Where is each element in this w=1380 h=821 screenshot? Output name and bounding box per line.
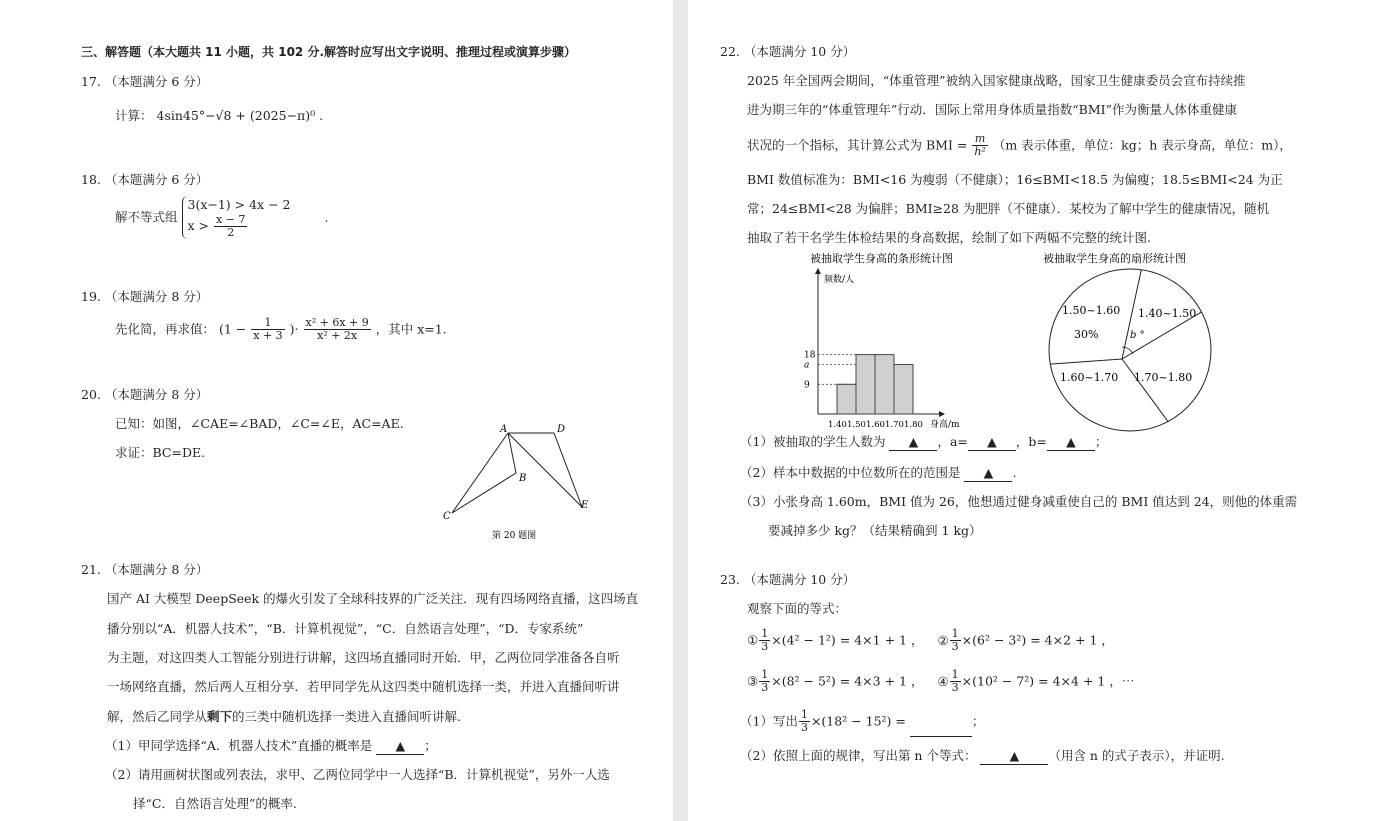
q18-header <box>81 172 208 188</box>
slice-label-1-40: 1.40~1.50 <box>1138 307 1197 320</box>
q21-line-5a: 解，然后乙同学从 <box>107 709 208 724</box>
eq-2-mark: ② <box>937 632 949 648</box>
q22-line-2: 进为期三年的“体重管理年”行动．国际上常用身体质量指数“BMI”作为衡量人体体重健康 <box>747 102 1237 117</box>
eq-3-rest: ×(8² − 5²) = 4×3 + 1 ， <box>771 673 924 689</box>
y-tick-label-1: 9 <box>804 380 810 391</box>
q18-tail: . <box>324 209 329 225</box>
document-page-left <box>0 0 673 821</box>
eq-4-num: 1 <box>951 668 959 681</box>
eq-2-rest: ×(6² − 3²) = 4×2 + 1 ， <box>961 632 1114 648</box>
q21-s1-text: （1）甲同学选择“A．机器人技术”直播的概率是 <box>105 738 373 753</box>
q19-body <box>115 314 447 345</box>
y-tick-label-2: a <box>804 360 810 371</box>
q17-score: （本题满分 6 分） <box>104 74 209 89</box>
point-a-label: A <box>500 424 508 435</box>
q23-s2-tail: （用含 n 的式子表示），并证明. <box>1048 748 1225 763</box>
q22-line-4: BMI 数值标准为：BMI<16 为瘦弱（不健康）；16≤BMI<18.5 为偏瘦；18.5≤BMI<24 为正 <box>747 172 1283 187</box>
q23-sub-2 <box>740 748 1225 765</box>
q23-s1-den: 3 <box>800 721 808 734</box>
q17-header <box>81 74 208 90</box>
q20-score: （本题满分 8 分） <box>104 387 209 402</box>
bar-chart-title: 被抽取学生身高的条形统计图 <box>810 252 953 265</box>
x-tick-label-3: 1.60 <box>866 420 885 430</box>
q23-s1-text: （1）写出 <box>740 713 798 729</box>
q21-number: 21. <box>81 562 101 577</box>
q21-emphasis: 剩下 <box>207 709 233 724</box>
q21-header <box>81 562 208 578</box>
q22-number: 22. <box>720 44 740 59</box>
q23-sub-1 <box>740 706 984 737</box>
bmi-fraction <box>972 133 988 158</box>
y-axis-arrow <box>815 268 821 274</box>
q20-number: 20. <box>81 387 101 402</box>
eq-3-fraction <box>759 669 770 694</box>
q22-s1-b-label: ，b= <box>1015 434 1047 449</box>
q18-score: （本题满分 6 分） <box>104 172 209 187</box>
q21-sub-1 <box>105 738 437 755</box>
q21-line-2: 播分别以“A．机器人技术”，“B．计算机视觉”，“C．自然语言处理”，“D．专家系统” <box>107 621 584 636</box>
q21-line-1: 国产 AI 大模型 DeepSeek 的爆火引发了全球科技界的广泛关注．现有四场网络直播，这四场直 <box>107 591 639 606</box>
q21-line-5b: 的三类中随机选择一类进入直播间听讲解. <box>232 709 462 724</box>
bar-1 <box>837 384 856 414</box>
q19-number: 19. <box>81 289 101 304</box>
q23-s1-tail: ； <box>971 713 985 729</box>
y-axis-label: 频数/人 <box>824 275 855 285</box>
q21-line-5 <box>107 709 461 725</box>
q22-score: （本题满分 10 分） <box>743 44 856 59</box>
q21-s1-tail: ； <box>424 738 437 753</box>
q23-s1-rest: ×(18² − 15²) = <box>810 713 906 729</box>
q22-line-5: 常；24≤BMI<28 为偏胖；BMI≥28 为肥胖（不健康）．某校为了解中学生的健康情况，随机 <box>747 201 1270 216</box>
q22-sub-3: （3）小张身高 1.60m，BMI 值为 26，他想通过健身减重使自己的 BMI 值达到 24，则他的体重需 <box>740 494 1298 509</box>
q22-median-blank: ▲ <box>964 465 1012 482</box>
q19-f1-num: 1 <box>251 317 284 330</box>
page-gap <box>673 0 688 821</box>
q18-number: 18. <box>81 172 101 187</box>
q23-header <box>720 572 855 588</box>
x-tick-label-1: 1.40 <box>828 420 847 430</box>
q23-score: （本题满分 10 分） <box>743 572 856 587</box>
q19-tail: ，其中 x=1. <box>375 321 447 337</box>
q20-header <box>81 387 208 403</box>
bar-chart <box>770 248 990 433</box>
section-title: 三、解答题（本大题共 11 小题，共 102 分.解答时应写出文字说明、推理过程或演算步骤） <box>81 45 577 59</box>
document-page-right <box>688 0 1380 821</box>
eq-2-num: 1 <box>951 627 959 640</box>
point-e-label: E <box>581 500 589 511</box>
slice-label-1-70: 1.70~1.80 <box>1134 371 1193 384</box>
q19-score: （本题满分 8 分） <box>104 289 209 304</box>
x-tick-label-4: 1.70 <box>885 420 904 430</box>
q22-line-3 <box>747 130 1292 161</box>
eq-4-mark: ④ <box>937 673 949 689</box>
q17-number: 17. <box>81 74 101 89</box>
slice-note-b: b ° <box>1130 330 1145 341</box>
eq-2-fraction <box>950 628 961 653</box>
bmi-frac-num: m <box>972 133 988 146</box>
figure-caption: 第 20 题图 <box>492 531 537 541</box>
eq-3-mark: ③ <box>747 673 759 689</box>
q19-fraction-2 <box>304 317 371 342</box>
q23-s1-answer-blank <box>910 706 972 737</box>
q23-number: 23. <box>720 572 740 587</box>
y-tick-label-3: 18 <box>804 350 816 361</box>
eq-3-num: 1 <box>761 668 769 681</box>
x-axis-label: 身高/m <box>930 420 960 430</box>
q23-equation-row-1 <box>747 625 1114 656</box>
q22-header <box>720 44 855 60</box>
q19-paren-close: )· <box>289 321 299 337</box>
slice-label-1-50: 1.50~1.60 <box>1062 304 1121 317</box>
q17-lead: 计算： <box>115 108 153 123</box>
q18-frac-num: x − 7 <box>215 213 246 226</box>
q20-prove: 求证：BC=DE. <box>115 445 206 460</box>
q22-s1-a-label: ，a= <box>937 434 968 449</box>
bar-4 <box>894 365 913 415</box>
eq-3-den: 3 <box>761 681 769 694</box>
q22-line-3b: （m 表示体重，单位：kg；h 表示身高，单位：m）， <box>992 137 1292 153</box>
q19-paren-open: (1 − <box>219 321 247 337</box>
eq-1-rest: ×(4² − 1²) = 4×1 + 1 ， <box>771 632 924 648</box>
point-c-label: C <box>443 511 451 522</box>
q22-s2-tail: . <box>1012 465 1017 480</box>
pie-chart-title: 被抽取学生身高的扇形统计图 <box>1043 252 1186 265</box>
q20-given: 已知：如图，∠CAE=∠BAD，∠C=∠E，AC=AE. <box>115 416 404 431</box>
q18-inequality-1: 3(x−1) > 4x − 2 <box>187 197 291 212</box>
q18-inequality-2 <box>188 214 291 239</box>
q23-equation-row-2 <box>747 666 1134 697</box>
q22-a-blank: ▲ <box>968 434 1016 451</box>
eq-1-mark: ① <box>747 632 759 648</box>
q22-sub-1 <box>740 434 1107 451</box>
q23-s1-fraction <box>799 709 810 734</box>
q22-s1-text: （1）被抽取的学生人数为 <box>740 434 886 449</box>
q21-sub-2: （2）请用画树状图或列表法，求甲、乙两位同学中一人选择“B．计算机视觉”，另外一人选 <box>105 767 610 782</box>
q22-line-6: 抽取了若干名学生体检结果的身高数据，绘制了如下两幅不完整的统计图. <box>747 230 1151 245</box>
triangle-abc <box>452 433 516 513</box>
q18-fraction <box>214 214 247 239</box>
q22-sub-2 <box>740 465 1016 482</box>
q23-s2-answer-blank: ▲ <box>980 748 1048 765</box>
q23-s1-num: 1 <box>800 708 808 721</box>
q18-body <box>115 196 328 239</box>
bar-2 <box>856 355 875 414</box>
q17-body <box>115 108 323 124</box>
eq-1-fraction <box>759 628 770 653</box>
q19-header <box>81 289 208 305</box>
eq-2-den: 3 <box>951 640 959 653</box>
q21-sub-2b: 择“C．自然语言处理”的概率. <box>133 796 297 811</box>
x-axis-arrow <box>939 411 945 417</box>
eq-1-num: 1 <box>761 627 769 640</box>
point-b-label: B <box>519 473 527 484</box>
eq-1-den: 3 <box>761 640 769 653</box>
q22-b-blank: ▲ <box>1047 434 1095 451</box>
eq-4-den: 3 <box>951 681 959 694</box>
q22-line-3a: 状况的一个指标，其计算公式为 BMI = <box>747 137 968 153</box>
inequality-system <box>182 196 291 239</box>
q22-s2-text: （2）样本中数据的中位数所在的范围是 <box>740 465 961 480</box>
q23-lead: 观察下面的等式： <box>747 601 848 616</box>
q21-line-3: 为主题，对这四类人工智能分别进行讲解，这四场直播同时开始．甲，乙两位同学准备各自听 <box>107 650 620 665</box>
q23-s2-text: （2）依照上面的规律，写出第 n 个等式： <box>740 748 977 763</box>
q21-line-4: 一场网络直播，然后两人互相分享．若甲同学先从这四类中随机选择一类，并进入直播间听讲 <box>107 679 620 694</box>
q22-line-1: 2025 年全国两会期间，“体重管理”被纳入国家健康战略，国家卫生健康委员会宣布持续推 <box>747 73 1246 88</box>
slice-note-30-percent: 30% <box>1074 328 1099 341</box>
q19-f1-den: x + 3 <box>253 329 283 342</box>
q18-ineq2-lhs: x > <box>187 218 209 233</box>
q22-s1-tail: ； <box>1094 434 1108 449</box>
eq-4-rest: ×(10² − 7²) = 4×4 + 1 ，⋯ <box>961 673 1135 689</box>
q21-score: （本题满分 8 分） <box>104 562 209 577</box>
bmi-frac-den: h² <box>974 145 986 158</box>
q21-s1-answer-blank: ▲ <box>376 738 424 755</box>
x-tick-label-5: 1.80 <box>904 420 923 430</box>
q19-lead: 先化简，再求值： <box>115 321 216 337</box>
triangle-ade <box>508 433 582 507</box>
q18-lead: 解不等式组 <box>115 209 178 225</box>
q19-fraction-1 <box>251 317 284 342</box>
q18-frac-den: 2 <box>227 226 235 239</box>
q19-f2-den: x² + 2x <box>317 329 358 342</box>
bar-3 <box>875 355 894 414</box>
point-d-label: D <box>557 424 566 435</box>
pie-chart <box>1028 248 1228 433</box>
q22-sub-3b: 要减掉多少 kg？（结果精确到 1 kg） <box>768 523 982 538</box>
q22-total-blank: ▲ <box>889 434 937 451</box>
slice-label-1-60: 1.60~1.70 <box>1060 371 1119 384</box>
x-tick-label-2: 1.50 <box>847 420 866 430</box>
q20-geometry-figure <box>430 415 600 545</box>
eq-4-fraction <box>950 669 961 694</box>
q19-f2-num: x² + 6x + 9 <box>305 316 369 329</box>
q17-expression: 4sin45°−√8 + (2025−π)⁰ . <box>156 108 324 123</box>
